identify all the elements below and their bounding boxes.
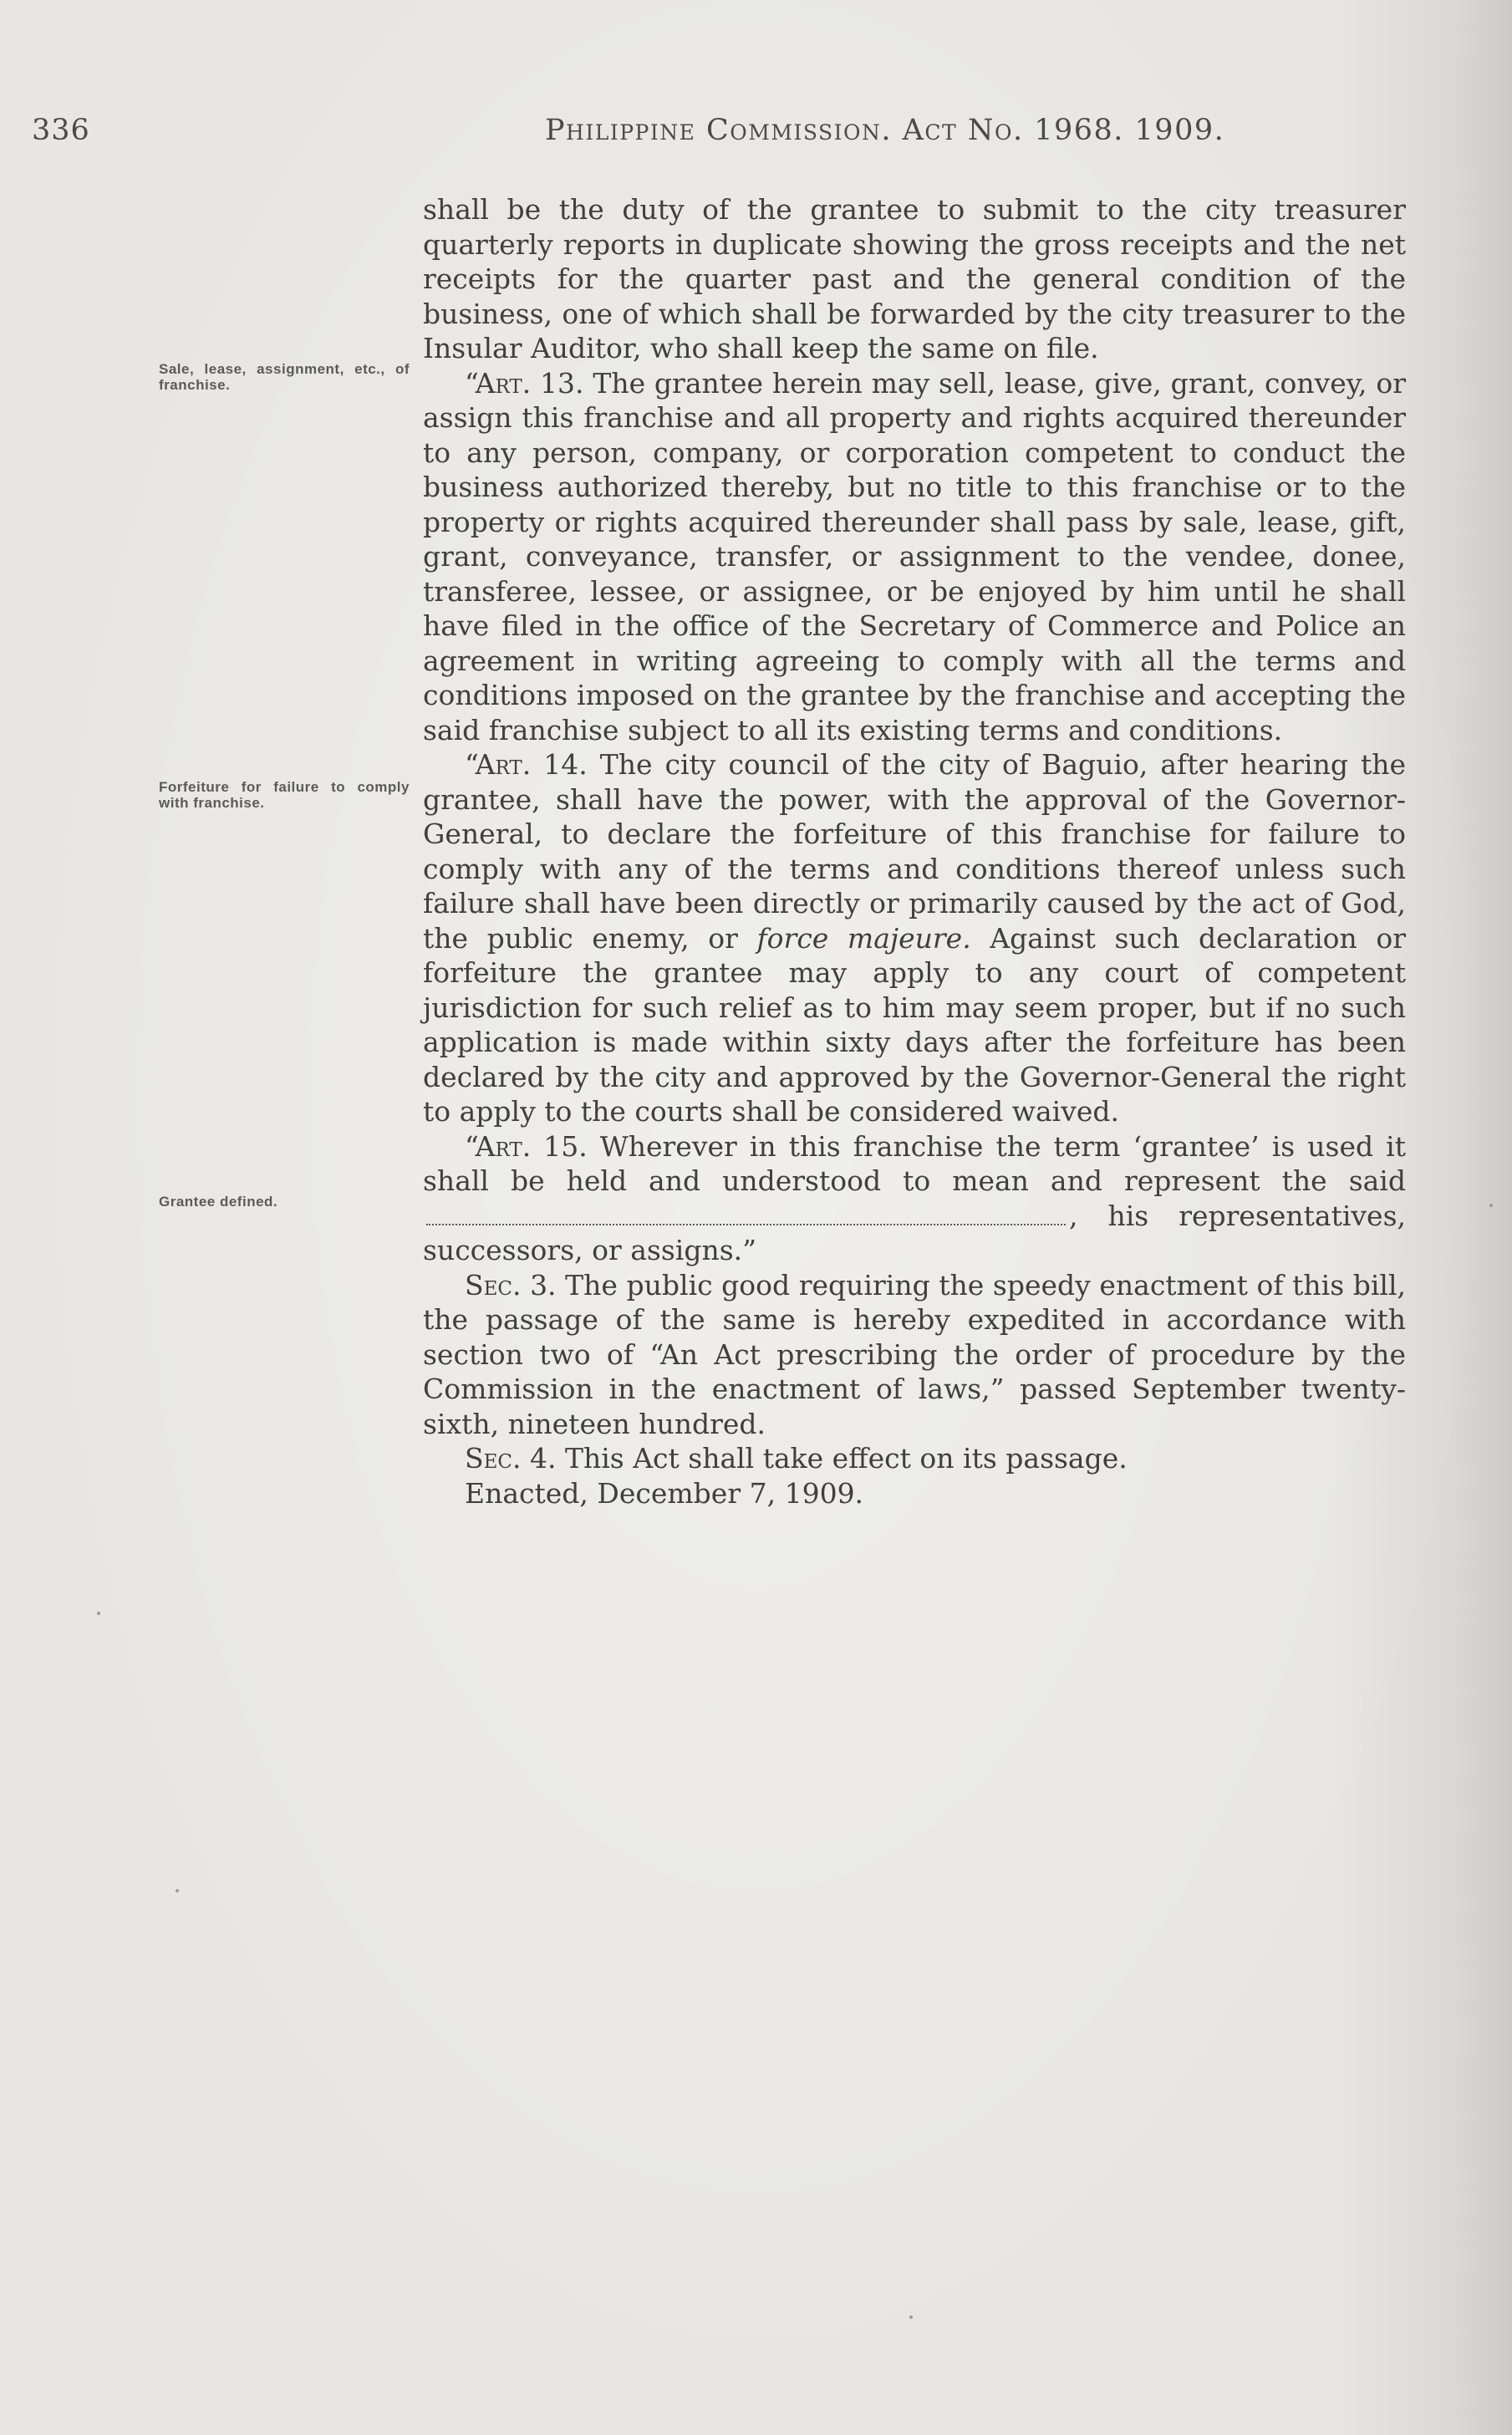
running-head: Philippine Commission. Act No. 1968. 1909. [545, 114, 1225, 147]
dotted-blank [426, 1207, 1066, 1225]
article-14-italic: force majeure. [756, 921, 971, 955]
paragraph-continued: shall be the duty of the grantee to submit to the city treasurer quarterly reports in duplicate showing the gross receipts and the net receipts for the quarter past and the general condition of the business, one of which shall be forwarded by the city treasurer to the Insular Auditor, who shall keep the same on file. [423, 193, 1406, 364]
enacted-line: Enacted, December 7, 1909. [465, 1476, 864, 1510]
article-13-label: “Art. 13. [465, 366, 584, 400]
article-15 [423, 1129, 1406, 1268]
section-4-label: Sec. 4. [465, 1442, 557, 1475]
scan-speck [1489, 1204, 1493, 1207]
section-3-label: Sec. 3. [465, 1268, 557, 1302]
article-14-text-b: Against such declaration or forfeiture the grantee may apply to any court of competent jurisdiction for such relief as to him may seem proper, but if no such application is made within sixty days after the forfeiture has been declared by the city and approved by the Governor-General the right to apply to the courts shall be considered waived. [423, 921, 1406, 1128]
scan-speck [909, 2315, 913, 2319]
scan-speck [97, 1612, 100, 1615]
margin-note-grantee: Grantee defined. [159, 1194, 278, 1210]
scan-speck [176, 1889, 179, 1892]
article-13 [423, 366, 1406, 748]
section-4-text: This Act shall take effect on its passage. [556, 1442, 1128, 1475]
article-14-label: “Art. 14. [465, 748, 588, 781]
article-15-label: “Art. 15. [465, 1129, 588, 1163]
section-3-text: The public good requiring the speedy enactment of this bill, the passage of the same is hereby expedited in accordance with section two of “An Act prescribing the order of procedure by the Commission in the enactment of laws,” passed September twenty-sixth, nineteen hundred. [423, 1268, 1406, 1440]
body-text [423, 192, 1406, 1510]
article-15-text-a: Wherever in this franchise the term ‘grantee’ is used it shall be held and understood to mean and represent the said [423, 1129, 1406, 1197]
article-14-text-a: The city council of the city of Baguio, after hearing the grantee, shall have the power, with the approval of the Governor-General, to declare the forfeiture of this franchise for failure to comply with any of the terms and conditions thereof unless such failure shall have been directly or primarily caused by the act of God, the public enemy, or [423, 748, 1406, 955]
margin-note-sale: Sale, lease, assignment, etc., of franchise. [159, 361, 410, 393]
section-4 [423, 1441, 1406, 1476]
article-15-text-b: , his representatives, successors, or assigns.” [423, 1199, 1406, 1266]
page-number: 336 [32, 114, 90, 147]
article-13-text: The grantee herein may sell, lease, give, grant, convey, or assign this franchise and all property and rights acquired thereunder to any person, company, or corporation competent to conduct the business authorized thereby, but no title to this franchise or to the property or rights acquired thereunder shall pass by sale, lease, gift, grant, conveyance, transfer, or assignment to the vendee, donee, transferee, lessee, or assignee, or be enjoyed by him until he shall have filed in the office of the Secretary of Commerce and Police an agreement in writing agreeing to comply with all the terms and conditions imposed on the grantee by the franchise and accepting the said franchise subject to all its existing terms and conditions. [423, 366, 1406, 746]
margin-note-forfeiture: Forfeiture for failure to comply with franchise. [159, 779, 410, 811]
article-14 [423, 747, 1406, 1129]
page-header [0, 114, 1512, 164]
section-3 [423, 1268, 1406, 1442]
